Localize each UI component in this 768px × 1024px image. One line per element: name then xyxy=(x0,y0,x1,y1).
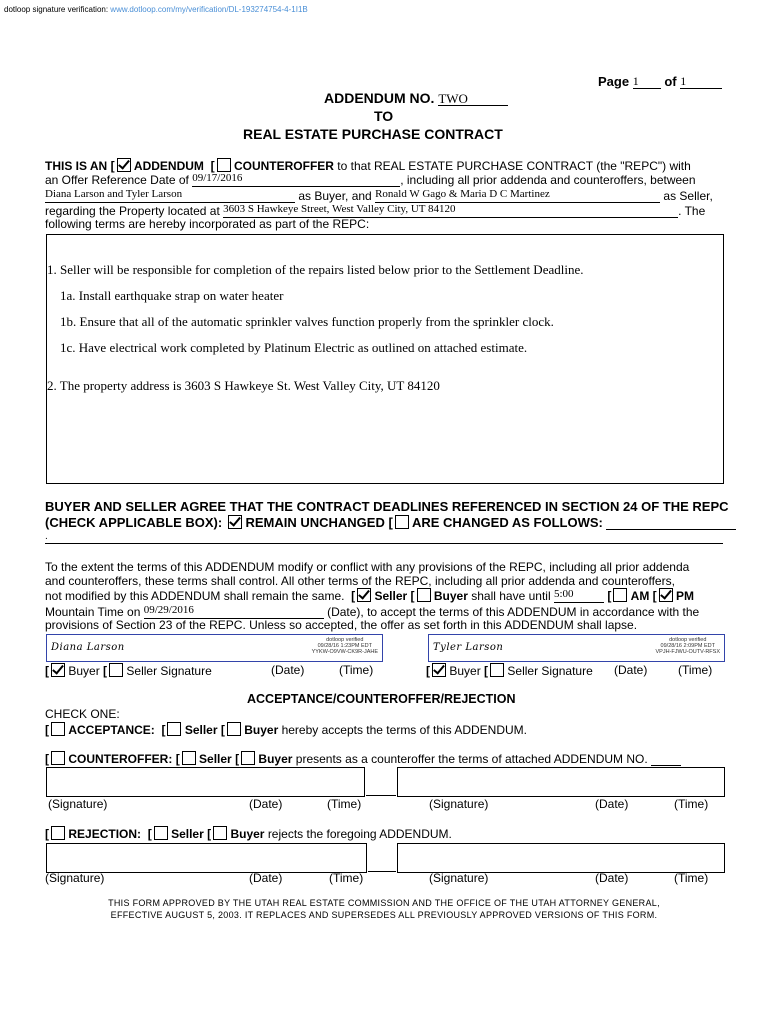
term-2: 2. The property address is 3603 S Hawkeye St. West Valley City, UT 84120 xyxy=(47,378,440,393)
extent-line-4 xyxy=(45,604,699,619)
acceptance-label: ACCEPTANCE: xyxy=(68,723,155,737)
intro-line-1: THIS IS AN [ ADDENDUM [ COUNTEROFFER to that REAL ESTATE PURCHASE CONTRACT (the "REPC") with xyxy=(45,159,691,173)
counteroffer-connector xyxy=(366,795,396,796)
acceptance-seller-label: Seller xyxy=(184,723,218,737)
sig-right-seller-label: Seller Signature xyxy=(507,664,593,678)
reject-time-label-1: (Time) xyxy=(329,871,364,885)
verification-label: dotloop signature verification: xyxy=(4,5,109,14)
deadlines-line-2: (CHECK APPLICABLE BOX): REMAIN UNCHANGED [ ARE CHANGED AS FOLLOWS: xyxy=(45,515,736,530)
acceptance-buyer-label: Buyer xyxy=(244,723,279,737)
remain-unchanged-label: REMAIN UNCHANGED xyxy=(245,515,385,530)
rejection-line: [ REJECTION: [ Seller [ Buyer rejects the foregoing ADDENDUM. xyxy=(45,827,452,841)
seller-names-field[interactable]: Ronald W Gago & Maria D C Martinez xyxy=(375,188,660,203)
acceptance-text: hereby accepts the terms of this ADDENDUM. xyxy=(281,723,527,737)
counteroffer-checkbox[interactable] xyxy=(217,158,231,172)
this-is-an-label: THIS IS AN xyxy=(45,159,108,173)
page-total: 1 xyxy=(680,74,722,89)
property-label: regarding the Property located at xyxy=(45,204,220,218)
changed-label: ARE CHANGED AS FOLLOWS: xyxy=(411,515,603,530)
check-one-label: CHECK ONE: xyxy=(45,707,120,721)
rejection-signature-2[interactable] xyxy=(397,843,725,873)
acceptance-heading: ACCEPTANCE/COUNTEROFFER/REJECTION xyxy=(247,692,516,706)
verification-stamp-right: dotloop verified 09/28/16 2:09PM EDT VPJH-FJWU-OUTV-RFSX xyxy=(655,637,720,655)
as-seller-label: as Seller, xyxy=(663,189,713,203)
deadline-time-field[interactable]: 5:00 xyxy=(554,588,604,603)
changed-checkbox[interactable] xyxy=(395,515,409,529)
addendum-checkbox[interactable] xyxy=(117,158,131,172)
counteroffer-buyer-checkbox[interactable] xyxy=(241,751,255,765)
page-label: Page xyxy=(598,74,630,89)
remain-unchanged-checkbox[interactable] xyxy=(228,515,242,529)
extent-line-3: not modified by this ADDENDUM shall remain the same. [ Seller [ Buyer shall have until 5:00 [ AM [ PM xyxy=(45,588,695,603)
not-modified-text: not modified by this ADDENDUM shall remain the same. xyxy=(45,589,345,603)
term-1c: 1c. Have electrical work completed by Platinum Electric as outlined on attached estimate. xyxy=(60,340,528,355)
rejection-buyer-label: Buyer xyxy=(230,827,265,841)
buyer-signature-1[interactable] xyxy=(46,634,383,662)
acceptance-seller-checkbox[interactable] xyxy=(167,722,181,736)
sig-left-buyer-checkbox[interactable] xyxy=(51,663,65,677)
changed-field[interactable] xyxy=(606,515,736,530)
intro-line-2 xyxy=(45,172,696,187)
term-1a: 1a. Install earthquake strap on water heater xyxy=(60,288,284,303)
sig-left-seller-checkbox[interactable] xyxy=(109,663,123,677)
buyer-names-field[interactable]: Diana Larson and Tyler Larson xyxy=(45,188,295,203)
addendum-option: ADDENDUM xyxy=(133,159,204,173)
counteroffer-signature-2[interactable] xyxy=(397,767,725,797)
reject-date-label-1: (Date) xyxy=(249,871,283,885)
extent-line-1: To the extent the terms of this ADDENDUM modify or conflict with any provisions of the REPC, including all prior addenda xyxy=(45,560,690,574)
counteroffer-seller-checkbox[interactable] xyxy=(182,751,196,765)
reject-date-label-2: (Date) xyxy=(595,871,629,885)
verification-stamp-left: dotloop verified 09/28/16 1:23PM EDT YYKW-O9VW-CK9R-JAHE xyxy=(311,637,378,655)
addendum-label: ADDENDUM NO. xyxy=(324,90,435,106)
rejection-signature-1[interactable] xyxy=(46,843,367,873)
pm-checkbox[interactable] xyxy=(659,588,673,602)
counteroffer-buyer-label: Buyer xyxy=(258,752,293,766)
sig-right-buyer-label: Buyer xyxy=(449,664,481,678)
counteroffer-signature-1[interactable] xyxy=(46,767,365,797)
check-applicable-label: (CHECK APPLICABLE BOX): xyxy=(45,515,223,530)
extent-line-2: and counteroffers, these terms shall control. All other terms of the REPC, including all prior addenda and counteroffers, xyxy=(45,574,675,588)
rejection-connector xyxy=(368,871,396,872)
term-1: 1. Seller will be responsible for completion of the repairs listed below prior to the Settlement Deadline. xyxy=(47,262,584,277)
counter-time-label-1: (Time) xyxy=(327,797,362,811)
reject-sig-label-2: (Signature) xyxy=(429,871,489,885)
terms-box[interactable] xyxy=(46,234,724,484)
extent-line-5: provisions of Section 23 of the REPC. Unless so accepted, the offer as set forth in this ADDENDUM shall lapse. xyxy=(45,618,638,632)
reject-time-label-2: (Time) xyxy=(674,871,709,885)
acceptance-line: [ ACCEPTANCE: [ Seller [ Buyer hereby accepts the terms of this ADDENDUM. xyxy=(45,723,527,737)
intro-line4-rest: . The xyxy=(678,204,706,218)
title-to: TO xyxy=(374,108,394,124)
offer-buyer-label: Buyer xyxy=(433,589,468,603)
verification-line xyxy=(4,5,308,14)
addendum-title xyxy=(324,90,508,106)
am-label: AM xyxy=(630,589,650,603)
sig-left-seller-label: Seller Signature xyxy=(126,664,212,678)
sig-left-buyer-label: Buyer xyxy=(68,664,100,678)
intro-line-4 xyxy=(45,203,705,218)
counteroffer-option: COUNTEROFFER xyxy=(233,159,334,173)
counteroffer-number-field[interactable] xyxy=(651,751,681,766)
title-contract: REAL ESTATE PURCHASE CONTRACT xyxy=(243,126,503,142)
sig-labels-left: [ Buyer [ Seller Signature xyxy=(45,664,212,678)
sig-right-date: (Date) xyxy=(614,663,648,677)
deadline-date-field[interactable]: 09/29/2016 xyxy=(144,604,324,619)
rejection-seller-label: Seller xyxy=(171,827,204,841)
verification-link[interactable]: www.dotloop.com/my/verification/DL-193274754-4-1I1B xyxy=(110,5,308,14)
am-checkbox[interactable] xyxy=(613,588,627,602)
buyer-signature-2[interactable] xyxy=(428,634,725,662)
footer-line-2: EFFECTIVE AUGUST 5, 2003. IT REPLACES AND SUPERSEDES ALL PREVIOUSLY APPROVED VERSIONS OF THIS FORM. xyxy=(110,910,658,920)
sig-right-buyer-checkbox[interactable] xyxy=(432,663,446,677)
as-buyer-label: as Buyer, and xyxy=(298,189,372,203)
property-address-field[interactable]: 3603 S Hawkeye Street, West Valley City, UT 84120 xyxy=(223,203,678,218)
shall-have-until: shall have until xyxy=(471,589,551,603)
addendum-number: TWO xyxy=(438,91,508,106)
intro-line-5: following terms are hereby incorporated as part of the REPC: xyxy=(45,217,370,231)
acceptance-buyer-checkbox[interactable] xyxy=(227,722,241,736)
page-num: 1 xyxy=(633,74,661,89)
intro-line2-rest: , including all prior addenda and counteroffers, between xyxy=(400,173,696,187)
of-label: of xyxy=(664,74,677,89)
offer-seller-label: Seller xyxy=(374,589,408,603)
sig-right-time: (Time) xyxy=(678,663,713,677)
counter-date-label-2: (Date) xyxy=(595,797,629,811)
footer-line-1: THIS FORM APPROVED BY THE UTAH REAL ESTATE COMMISSION AND THE OFFICE OF THE UTAH ATTORNEY GENERAL, xyxy=(108,898,660,908)
counteroffer-seller-label: Seller xyxy=(199,752,232,766)
counter-sig-label-2: (Signature) xyxy=(429,797,489,811)
sig-right-seller-checkbox[interactable] xyxy=(490,663,504,677)
changed-dot: . xyxy=(45,531,48,542)
changed-line-2[interactable] xyxy=(45,531,723,544)
rejection-text: rejects the foregoing ADDENDUM. xyxy=(267,827,452,841)
intro-line1-rest: to that REAL ESTATE PURCHASE CONTRACT (the "REPC") with xyxy=(337,159,691,173)
term-1b: 1b. Ensure that all of the automatic sprinkler valves function properly from the sprinkler clock. xyxy=(60,314,554,329)
offer-date-field[interactable]: 09/17/2016 xyxy=(192,172,400,187)
sig-left-date: (Date) xyxy=(271,663,305,677)
rejection-buyer-checkbox[interactable] xyxy=(213,826,227,840)
counter-date-label-1: (Date) xyxy=(249,797,283,811)
offer-buyer-checkbox[interactable] xyxy=(417,588,431,602)
acceptance-checkbox[interactable] xyxy=(51,722,65,736)
pm-label: PM xyxy=(676,589,695,603)
signature-tyler: Tyler Larson xyxy=(433,642,504,653)
counteroffer-line: [ COUNTEROFFER: [ Seller [ Buyer presents as a counteroffer the terms of attached ADDENDUM NO. xyxy=(45,751,681,766)
reject-sig-label-1: (Signature) xyxy=(45,871,105,885)
rejection-seller-checkbox[interactable] xyxy=(154,826,168,840)
counter-time-label-2: (Time) xyxy=(674,797,709,811)
intro-line-3 xyxy=(45,188,713,203)
rejection-checkbox[interactable] xyxy=(51,826,65,840)
counter-sig-label-1: (Signature) xyxy=(48,797,108,811)
offer-date-label: an Offer Reference Date of xyxy=(45,173,189,187)
sig-labels-right: [ Buyer [ Seller Signature xyxy=(426,664,593,678)
signature-diana: Diana Larson xyxy=(51,642,125,653)
counteroffer-section-checkbox[interactable] xyxy=(51,751,65,765)
counteroffer-text: presents as a counteroffer the terms of attached ADDENDUM NO. xyxy=(295,752,648,766)
sig-left-time: (Time) xyxy=(339,663,374,677)
mountain-time-label: Mountain Time on xyxy=(45,605,141,619)
counteroffer-section-label: COUNTEROFFER: xyxy=(68,752,173,766)
offer-seller-checkbox[interactable] xyxy=(357,588,371,602)
extent-line4-rest: (Date), to accept the terms of this ADDENDUM in accordance with the xyxy=(327,605,700,619)
deadlines-line-1: BUYER AND SELLER AGREE THAT THE CONTRACT DEADLINES REFERENCED IN SECTION 24 OF THE REPC xyxy=(45,499,729,514)
rejection-label: REJECTION: xyxy=(68,827,142,841)
page-number xyxy=(598,74,722,89)
